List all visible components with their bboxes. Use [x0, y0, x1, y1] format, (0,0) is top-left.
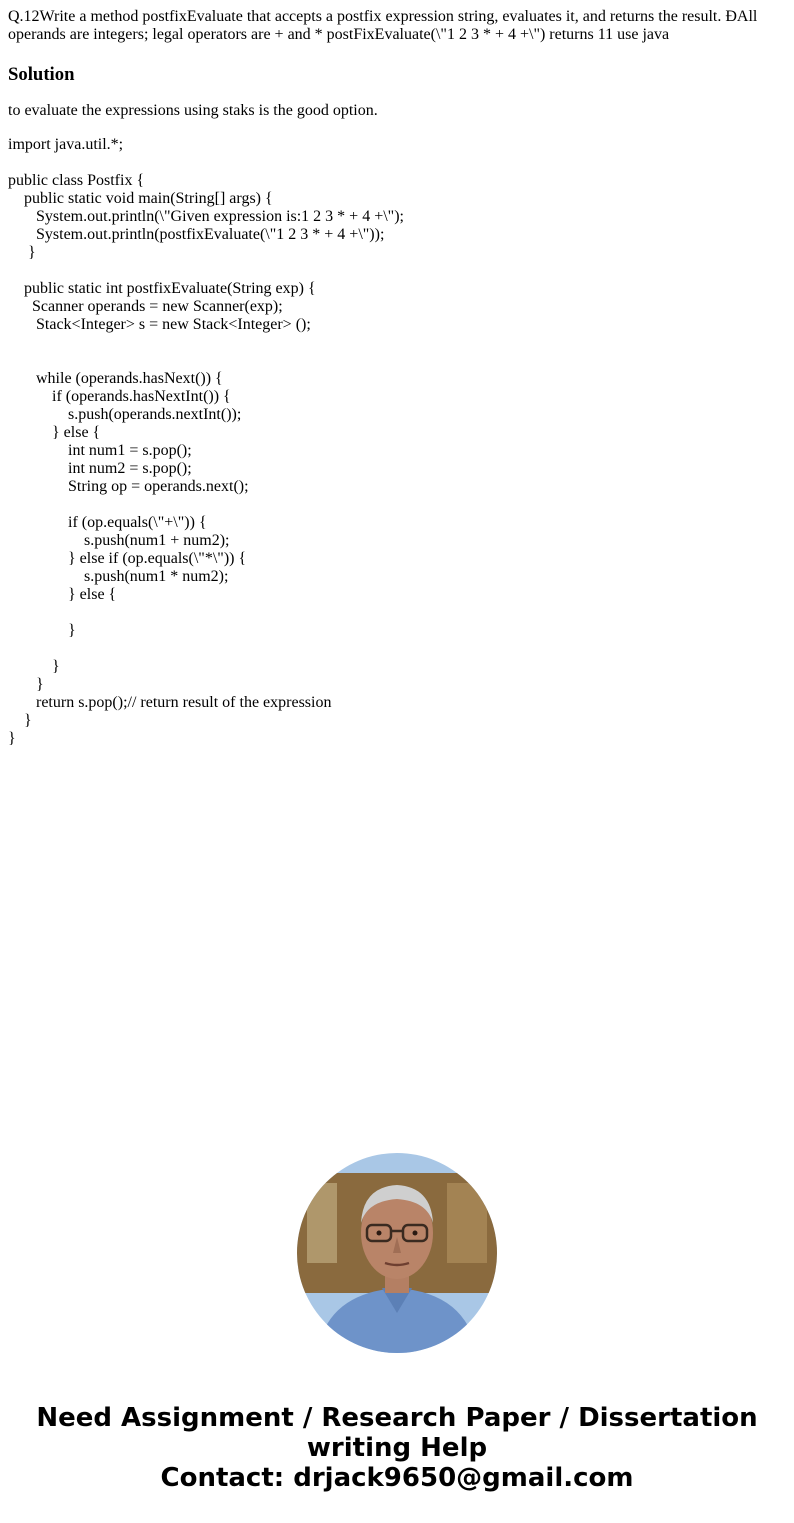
code-line: while (operands.hasNext()) { — [8, 370, 223, 387]
code-line: public static void main(String[] args) { — [8, 190, 273, 207]
code-line — [8, 154, 786, 172]
code-line: return s.pop();// return result of the expression — [8, 694, 332, 711]
code-line: } else if (op.equals(\"*\")) { — [8, 550, 247, 567]
document-body — [8, 8, 786, 748]
code-line — [8, 640, 786, 658]
code-line: String op = operands.next(); — [8, 478, 249, 495]
code-line: s.push(num1 * num2); — [8, 568, 229, 585]
code-line — [8, 262, 786, 280]
code-line: int num1 = s.pop(); — [8, 442, 192, 459]
code-line: } else { — [8, 586, 117, 603]
code-line: } — [8, 658, 60, 675]
code-line: public class Postfix { — [8, 172, 145, 189]
author-photo — [297, 1153, 497, 1353]
code-line: if (op.equals(\"+\")) { — [8, 514, 207, 531]
code-line: } — [8, 676, 44, 693]
code-line: public static int postfixEvaluate(String exp) { — [8, 280, 316, 297]
code-line: System.out.println(\"Given expression is:1 2 3 * + 4 +\"); — [8, 208, 404, 225]
promo-line-1: Need Assignment / Research Paper / Dissertation — [36, 1403, 758, 1433]
promo-line-2: writing Help — [306, 1433, 488, 1463]
code-line: } — [8, 712, 32, 729]
question-text: Q.12Write a method postfixEvaluate that accepts a postfix expression string, evaluates it, and returns the result. ĐAll operands are integers; legal operators are + and * postFixEvaluate(\"1 2 3 * + 4 +\") returns 11 use java — [8, 8, 758, 43]
code-line: s.push(num1 + num2); — [8, 532, 230, 549]
solution-intro: to evaluate the expressions using staks is the good option. — [8, 102, 378, 119]
code-line: int num2 = s.pop(); — [8, 460, 192, 477]
code-line: if (operands.hasNextInt()) { — [8, 388, 231, 405]
code-line: } — [8, 730, 16, 747]
code-block — [8, 136, 786, 748]
code-line: import java.util.*; — [8, 136, 124, 153]
code-line — [8, 334, 786, 352]
code-line: Stack<Integer> s = new Stack<Integer> (); — [8, 316, 311, 333]
promo-contact: Contact: drjack9650@gmail.com — [160, 1463, 634, 1493]
code-line: System.out.println(postfixEvaluate(\"1 2 3 * + 4 +\")); — [8, 226, 385, 243]
code-line: Scanner operands = new Scanner(exp); — [8, 298, 283, 315]
code-line: } else { — [8, 424, 101, 441]
promo-banner — [0, 1403, 794, 1493]
code-line: } — [8, 244, 36, 261]
code-line: s.push(operands.nextInt()); — [8, 406, 242, 423]
code-line — [8, 604, 786, 622]
author-photo-image — [297, 1153, 497, 1353]
code-line: } — [8, 622, 76, 639]
code-line — [8, 496, 786, 514]
code-line — [8, 352, 786, 370]
solution-heading: Solution — [8, 64, 75, 85]
